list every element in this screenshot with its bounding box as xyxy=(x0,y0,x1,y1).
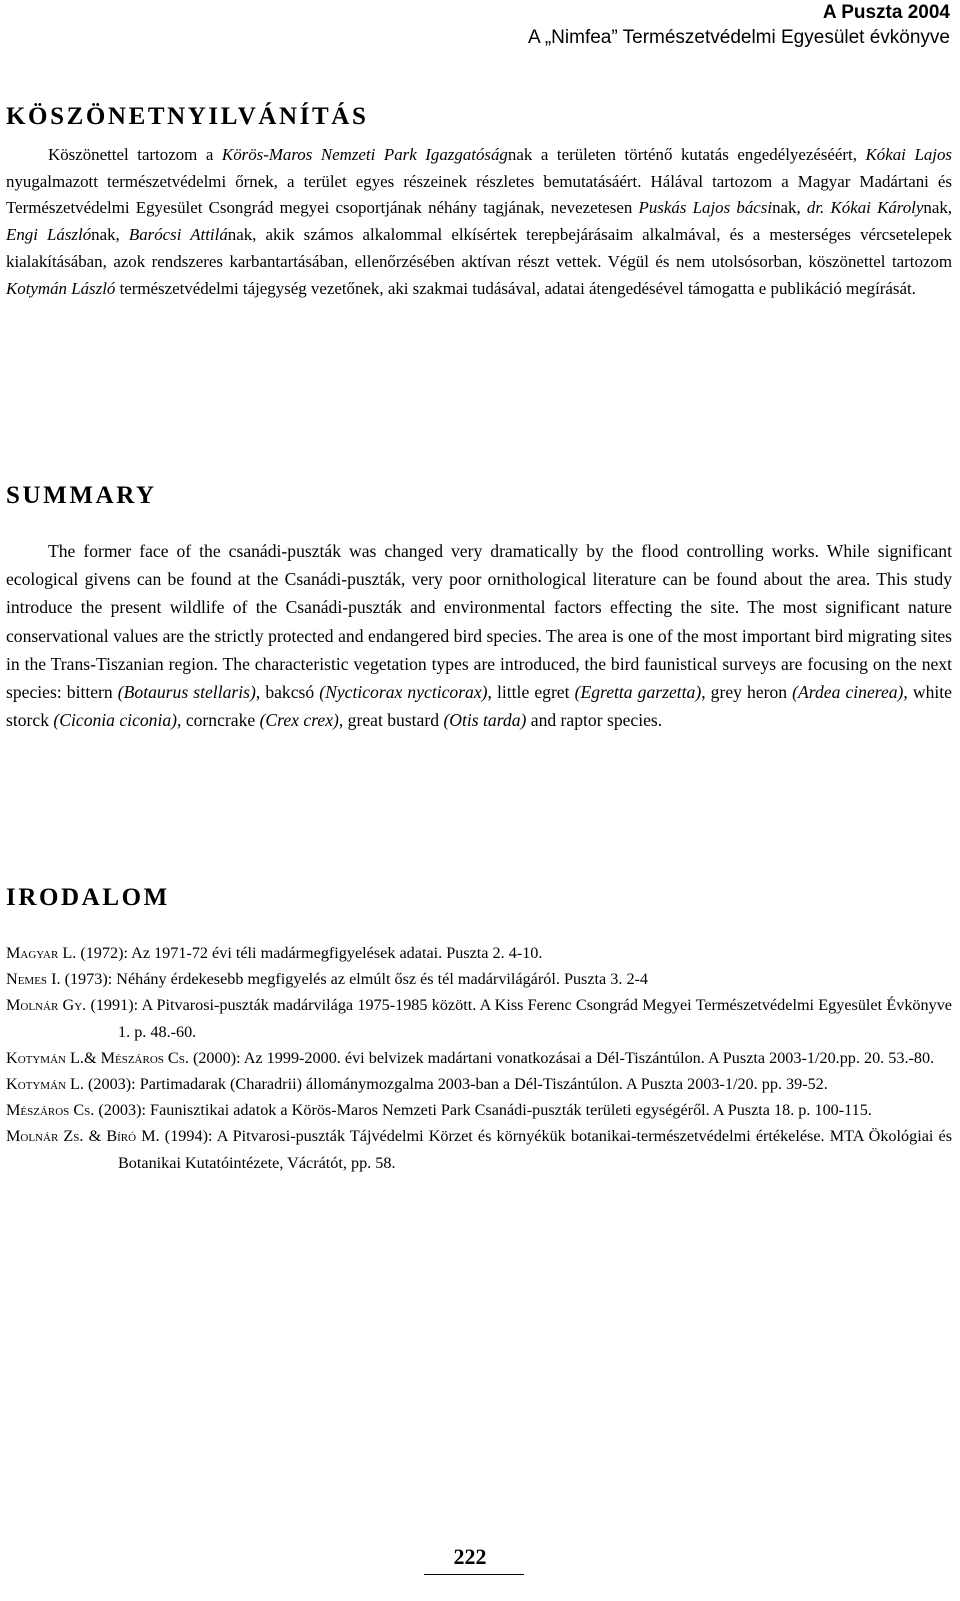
reference-item xyxy=(6,1045,952,1071)
italic-text: (Ardea cinerea) xyxy=(792,682,904,703)
reference-item xyxy=(6,992,952,1044)
reference-authors: Kotymán L. xyxy=(6,1075,84,1094)
text-run: nak, xyxy=(772,198,807,218)
reference-text: (1973): Néhány érdekesebb megfigyelés az elmúlt ősz és tél madárvilágáról. Puszta 3. 2-4 xyxy=(60,970,649,989)
reference-text: (1991): A Pitvarosi-puszták madárvilága 1975-1985 között. A Kiss Ferenc Csongrád Megyei Természetvédelmi Egyesület Évkönyve 1. p. 48.-60. xyxy=(86,996,952,1041)
reference-item xyxy=(6,1071,952,1097)
reference-authors: Molnár Gy. xyxy=(6,996,87,1015)
text-run: The former face of the csanádi-puszták was changed very dramatically by the flood controlling works. While significant ecological givens can be found at the Csanádi-puszták, very poor ornithological literature can be found about the area. This study introduce the present wildlife of the Csanádi-puszták and environmental factors effecting the site. The most significant nature conservational values are the strictly protected and endangered bird species. The area is one of the most important bird migrating sites in the Trans-Tiszanian region. The characteristic vegetation types are introduced, the bird faunistical surveys are focusing on the next species: bittern xyxy=(6,541,952,703)
italic-text: Kotymán László xyxy=(6,278,116,298)
text-run: , grey heron xyxy=(701,682,793,703)
footer-rule xyxy=(424,1574,524,1575)
summary-paragraph xyxy=(6,537,952,734)
reference-item xyxy=(6,966,952,992)
text-run: természetvédelmi tájegység vezetőnek, aki szakmai tudásával, adatai átengedésével támogatta e publikáció megírását. xyxy=(115,278,916,298)
italic-text: Körös-Maros Nemzeti Park Igazgatóság xyxy=(221,145,508,164)
reference-text: (1972): Az 1971-72 évi téli madármegfigyelések adatai. Puszta 2. 4-10. xyxy=(76,944,543,962)
text-run: nyugalmazott természetvédelmi őrnek, a terület egyes részeinek részletes bemutatásáért. Hálával tartozom a Magyar Madártani és Természetvédelmi Egyesület Csongrád megyei csoportjának néhány tagjának, nevezetesen xyxy=(6,171,952,218)
reference-text: (2000): Az 1999-2000. évi belvizek madártani vonatkozásai a Dél-Tiszántúlon. A Puszta 2003-1/20.pp. 20. 53.-80. xyxy=(188,1048,935,1067)
italic-text: Engi László xyxy=(6,225,92,245)
journal-title: A Puszta 2004 xyxy=(822,2,950,23)
reference-authors: Molnár Zs. & Bíró M. xyxy=(6,1127,160,1146)
italic-text: dr. Kókai Károly xyxy=(806,198,924,218)
text-run: Köszönettel tartozom a xyxy=(48,145,222,164)
italic-text: (Crex crex) xyxy=(259,710,339,731)
italic-text: (Egretta garzetta) xyxy=(574,682,702,703)
page-number: 222 xyxy=(453,1544,487,1569)
reference-authors: Nemes I. xyxy=(6,970,61,989)
reference-authors: Kotymán L.& Mészáros Cs. xyxy=(6,1048,189,1067)
acknowledgement-heading: KÖSZÖNETNYILVÁNÍTÁS xyxy=(6,103,369,130)
summary-heading: SUMMARY xyxy=(6,482,157,509)
text-run: , little egret xyxy=(487,682,575,703)
text-run: nak, akik számos alkalommal elkísértek terepbejárásaim alkalmával, és a mesterséges vércsetelepek kialakításában, azok rendszeres karbantartásában, ellenőrzésében aktívan részt vettek. Végül és nem utolsósorban, köszönettel tartozom xyxy=(6,225,952,271)
text-run: nak, xyxy=(923,198,952,218)
italic-text: (Nycticorax nycticorax) xyxy=(319,682,488,703)
reference-text: (1994): A Pitvarosi-puszták Tájvédelmi Körzet és környékük botanikai-természetvédelmi értékelése. MTA Ökológiai és Botanikai Kutatóintézete, Vácrátót, pp. 58. xyxy=(118,1127,953,1172)
running-header xyxy=(10,0,950,50)
text-run: nak a területen történő kutatás engedélyezéséért, xyxy=(507,145,866,164)
text-run: , white storck xyxy=(6,682,952,731)
italic-text: (Otis tarda) xyxy=(443,710,527,731)
text-run: , great bustard xyxy=(338,710,444,731)
references-heading: IRODALOM xyxy=(6,884,170,911)
italic-text: (Botaurus stellaris) xyxy=(117,682,256,703)
reference-item xyxy=(6,1123,952,1175)
journal-subtitle: A „Nimfea” Természetvédelmi Egyesület évkönyve xyxy=(527,27,950,48)
italic-text: Puskás Lajos bácsi xyxy=(638,198,773,218)
italic-text: (Ciconia ciconia) xyxy=(53,710,178,731)
reference-authors: Magyar L. xyxy=(6,944,77,962)
reference-list xyxy=(6,940,952,1176)
reference-item xyxy=(6,940,952,966)
text-run: , corncrake xyxy=(177,710,260,731)
text-run: , bakcsó xyxy=(255,682,320,703)
reference-text: (2003): Faunisztikai adatok a Körös-Maros Nemzeti Park Csanádi-puszták területi egységéről. A Puszta 18. p. 100-115. xyxy=(94,1101,872,1120)
acknowledgement-paragraph xyxy=(6,142,952,302)
reference-item xyxy=(6,1097,952,1123)
italic-text: Kókai Lajos xyxy=(865,145,952,164)
reference-text: (2003): Partimadarak (Charadrii) állománymozgalma 2003-ban a Dél-Tiszántúlon. A Puszta 2003-1/20. pp. 39-52. xyxy=(83,1075,828,1094)
text-run: and raptor species. xyxy=(526,710,663,731)
text-run: nak, xyxy=(91,225,129,245)
italic-text: Barócsi Attilá xyxy=(128,225,228,245)
reference-authors: Mészáros Cs. xyxy=(6,1101,95,1120)
